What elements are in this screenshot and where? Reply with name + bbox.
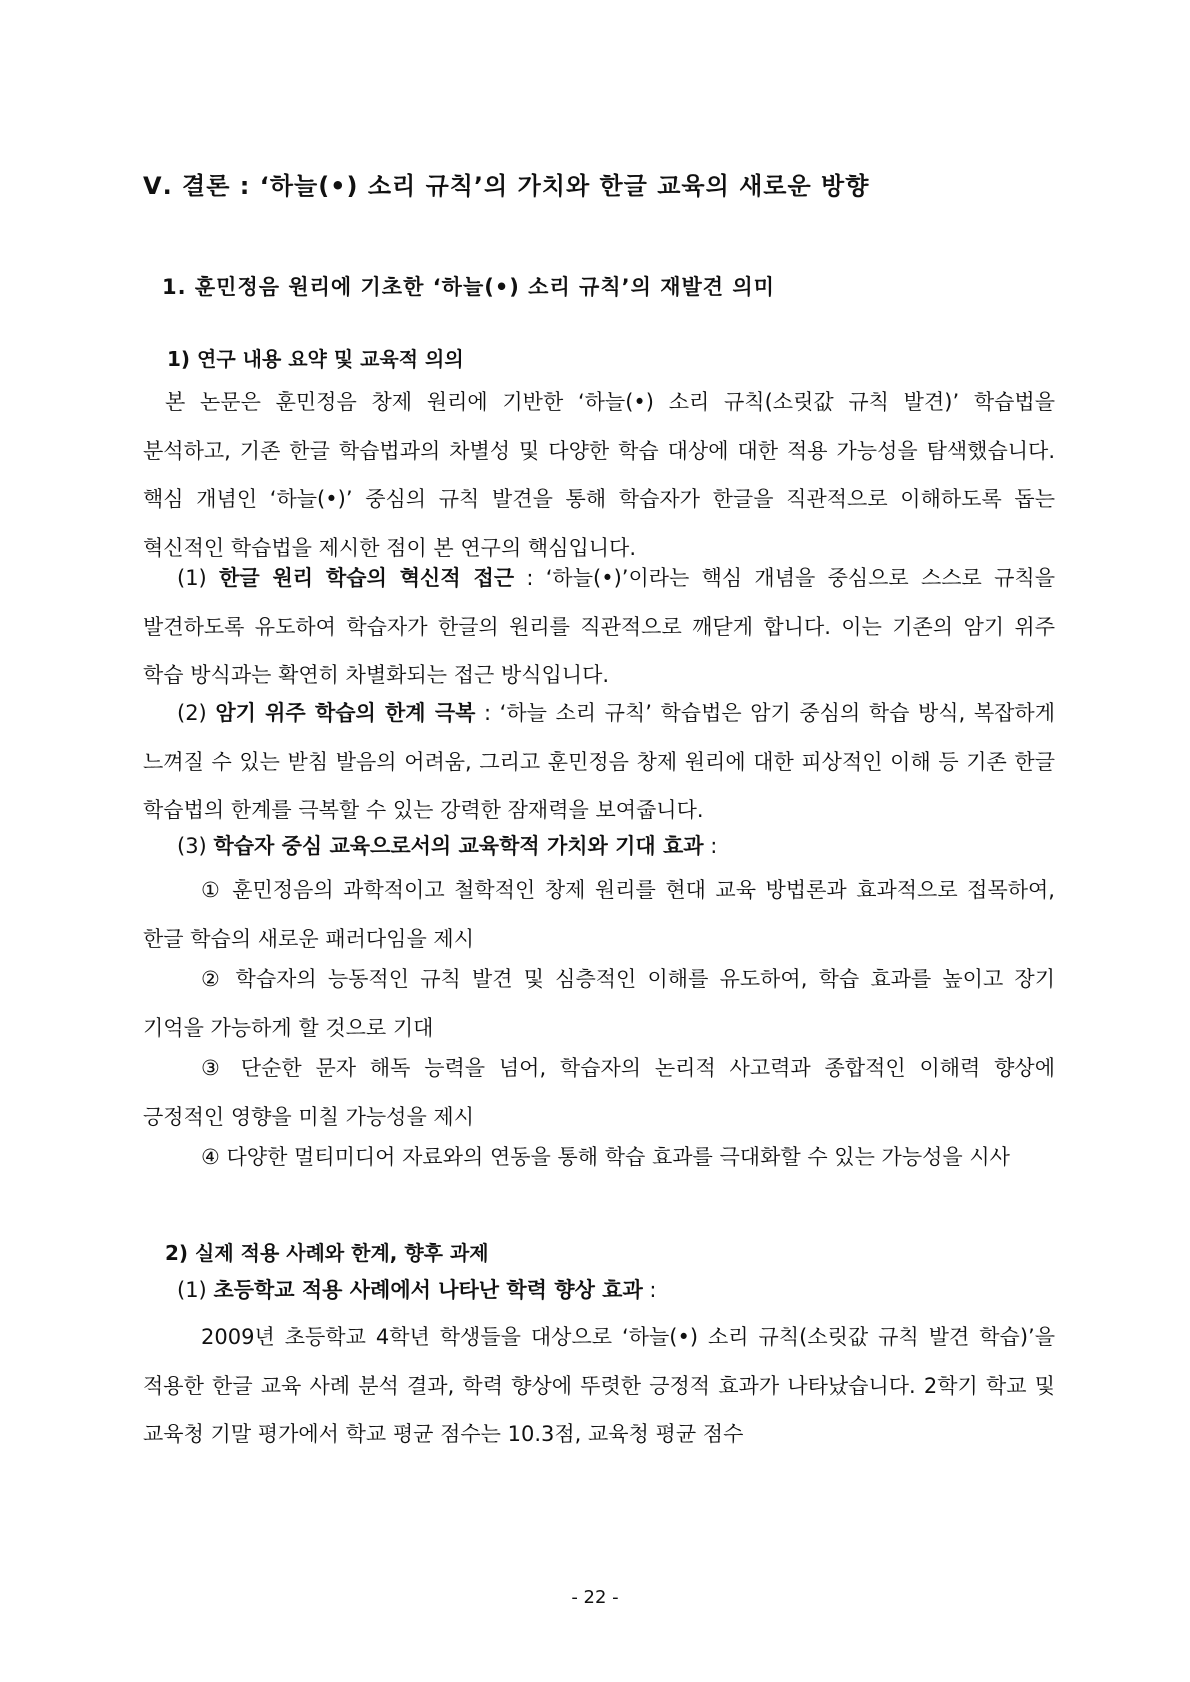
- case-paragraph: 2009년 초등학교 4학년 학생들을 대상으로 ‘하늘(•) 소리 규칙(소릿값 규칙 발견 학습)’을 적용한 한글 교육 사례 분석 결과, 학력 향상에 뚜렷한 긍정적 효과가 나타났습니다. 2학기 학교 및 교육청 기말 평가에서 학교 평균 점수는 10.3점, 교육청 평균 점수: [143, 1325, 1055, 1446]
- part2-heading: 2) 실제 적용 사례와 한계, 향후 과제: [165, 1241, 489, 1265]
- effect-4: ④ 다양한 멀티미디어 자료와의 연동을 통해 학습 효과를 극대화할 수 있는 가능성을 시사: [201, 1145, 1010, 1169]
- item-2-number: (2): [177, 701, 207, 725]
- effect-2: ② 학습자의 능동적인 규칙 발견 및 심층적인 이해를 유도하여, 학습 효과를 높이고 장기 기억을 가능하게 할 것으로 기대: [143, 967, 1055, 1040]
- item-1-paragraph: [143, 554, 1055, 700]
- effect-3: ③ 단순한 문자 해독 능력을 넘어, 학습자의 논리적 사고력과 종합적인 이해력 향상에 긍정적인 영향을 미칠 가능성을 제시: [143, 1056, 1055, 1129]
- item-1-title: 한글 원리 학습의 혁신적 접근: [219, 566, 515, 590]
- item-1-number: (1): [177, 566, 207, 590]
- summary-paragraph: 본 논문은 훈민정음 창제 원리에 기반한 ‘하늘(•) 소리 규칙(소릿값 규칙 발견)’ 학습법을 분석하고, 기존 한글 학습법과의 차별성 및 다양한 학습 대상에 대한 적용 가능성을 탐색했습니다. 핵심 개념인 ‘하늘(•)’ 중심의 규칙 발견을 통해 학습자가 한글을 직관적으로 이해하도록 돕는 혁신적인 학습법을 제시한 점이 본 연구의 핵심입니다.: [143, 390, 1055, 560]
- item-3-title: 학습자 중심 교육으로서의 교육학적 가치와 기대 효과: [213, 834, 704, 858]
- item-2-text: : ‘하늘 소리 규칙’ 학습법은 암기 중심의 학습 방식, 복잡하게 느껴질 수 있는 받침 발음의 어려움, 그리고 훈민정음 창제 원리에 대한 피상적인 이해 등 기존 한글 학습법의 한계를 극복할 수 있는 강력한 잠재력을 보여줍니다.: [143, 701, 1055, 822]
- case-item-title: 초등학교 적용 사례에서 나타난 학력 향상 효과: [213, 1278, 643, 1302]
- case-item-colon: :: [642, 1278, 657, 1302]
- item-2-title: 암기 위주 학습의 한계 극복: [215, 701, 476, 725]
- case-item-paragraph: [143, 1266, 1055, 1315]
- subsection-title: 1. 훈민정음 원리에 기초한 ‘하늘(•) 소리 규칙’의 재발견 의미: [162, 275, 775, 299]
- case-item-number: (1): [177, 1278, 207, 1302]
- item-3-number: (3): [177, 834, 207, 858]
- part1-heading: 1) 연구 내용 요약 및 교육적 의의: [167, 347, 464, 371]
- effect-1: ① 훈민정음의 과학적이고 철학적인 창제 원리를 현대 교육 방법론과 효과적으로 접목하여, 한글 학습의 새로운 패러다임을 제시: [143, 878, 1055, 951]
- item-3-text: :: [703, 834, 718, 858]
- section-title: Ⅴ. 결론 : ‘하늘(•) 소리 규칙’의 가치와 한글 교육의 새로운 방향: [143, 172, 870, 200]
- item-3-paragraph: [143, 822, 1055, 871]
- item-1-text: : ‘하늘(•)’이라는 핵심 개념을 중심으로 스스로 규칙을 발견하도록 유도하여 학습자가 한글의 원리를 직관적으로 깨닫게 합니다. 이는 기존의 암기 위주 학습 방식과는 확연히 차별화되는 접근 방식입니다.: [143, 566, 1055, 687]
- page-number: - 22 -: [571, 1587, 619, 1608]
- item-2-paragraph: [143, 689, 1055, 835]
